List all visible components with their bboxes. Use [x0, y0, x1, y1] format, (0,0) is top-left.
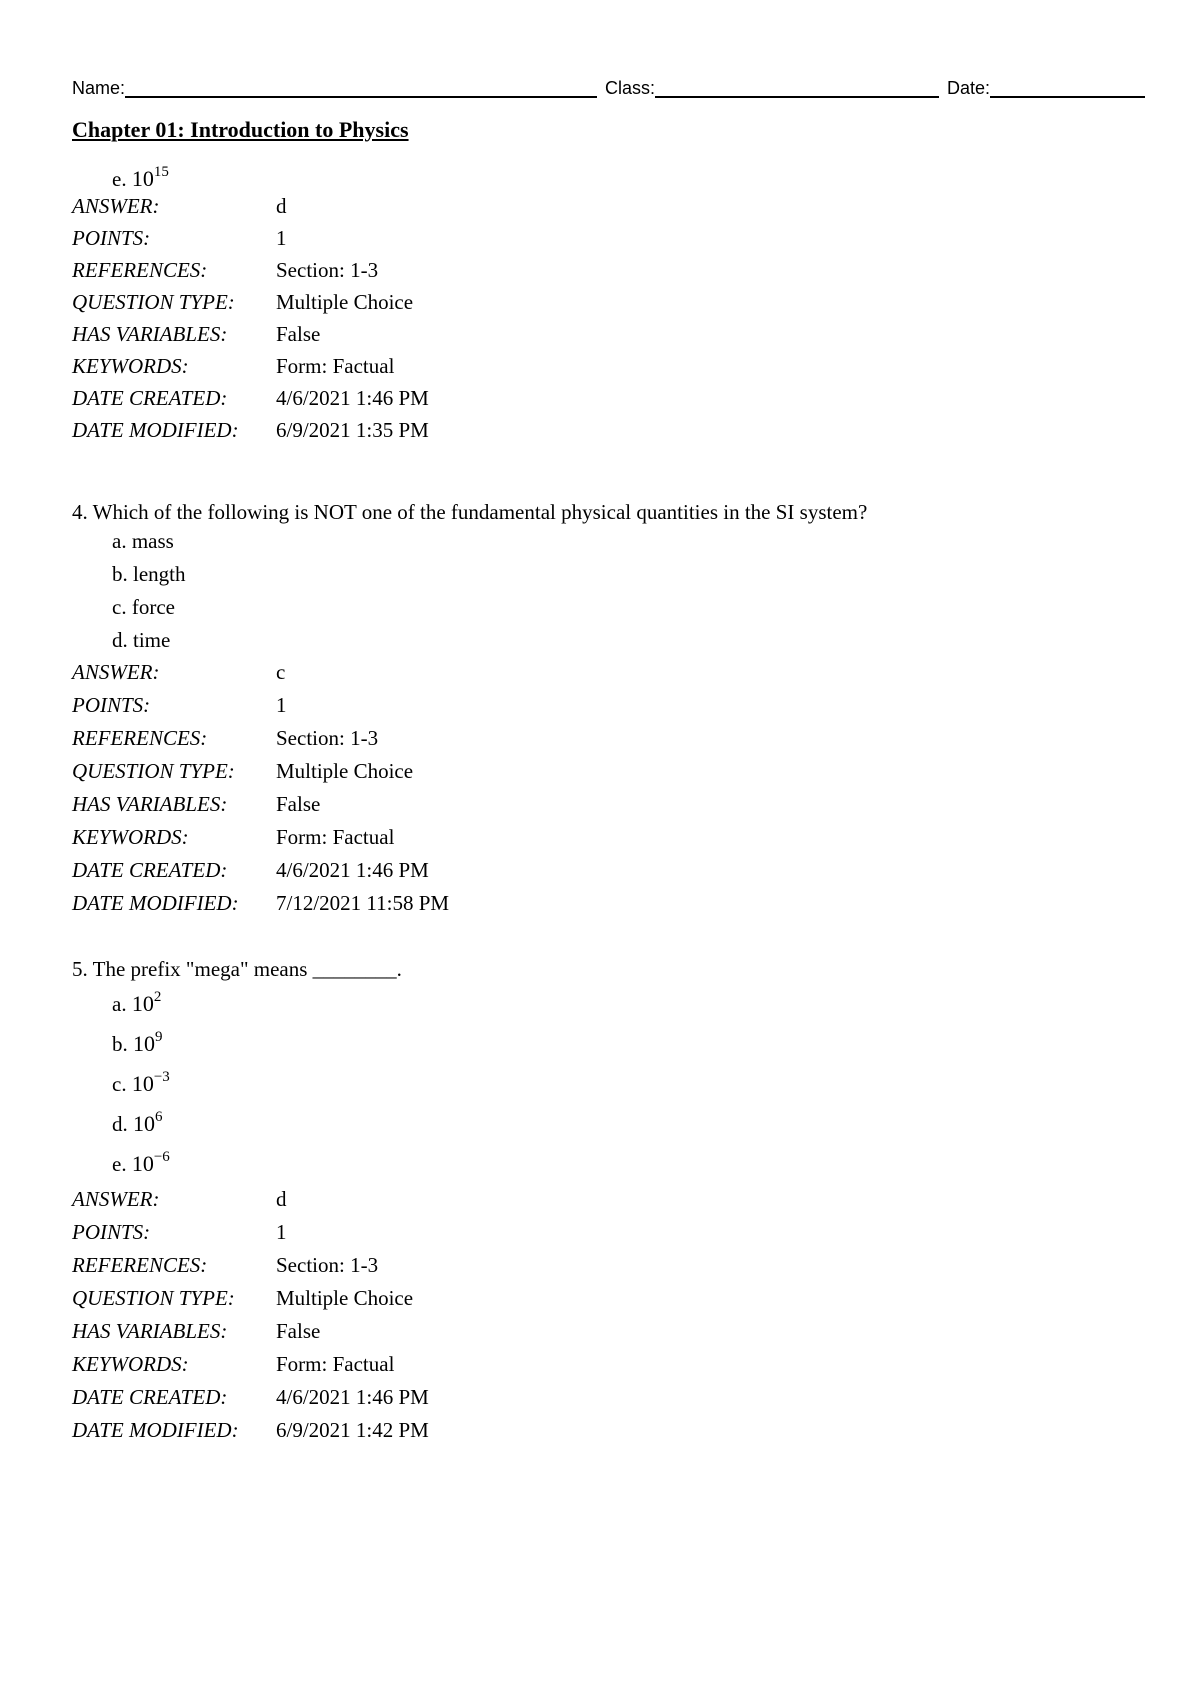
- meta-points: POINTS: 1: [72, 693, 287, 717]
- option-a: a. $10^2$: [112, 989, 162, 1016]
- option-power: $10^{15}$: [131, 164, 169, 191]
- meta-date-modified: DATE MODIFIED: 6/9/2021 1:42 PM: [72, 1418, 429, 1442]
- meta-answer: ANSWER: d: [72, 194, 287, 218]
- meta-question-type: QUESTION TYPE: Multiple Choice: [72, 1286, 414, 1310]
- option-c: c. $10^{-3}$: [112, 1069, 170, 1096]
- meta-has-variables: HAS VARIABLES: False: [72, 792, 321, 816]
- meta-has-variables: HAS VARIABLES: False: [72, 1319, 321, 1343]
- meta-references: REFERENCES: Section: 1-3: [72, 1253, 379, 1277]
- name-label: Name:: [72, 78, 126, 98]
- meta-answer: ANSWER: c: [72, 660, 286, 684]
- meta-date-created: DATE CREATED: 4/6/2021 1:46 PM: [72, 858, 429, 882]
- option-b: b. length: [112, 562, 186, 586]
- option-letter: e.: [112, 167, 127, 191]
- option-c: c. force: [112, 595, 175, 619]
- date-blank-line: [990, 78, 1145, 98]
- class-label: Class:: [605, 78, 656, 98]
- option-d: d. time: [112, 628, 171, 652]
- chapter-title: Chapter 01: Introduction to Physics: [72, 117, 409, 142]
- meta-keywords: KEYWORDS: Form: Factual: [72, 1352, 395, 1376]
- meta-points: POINTS: 1: [72, 1220, 287, 1244]
- meta-date-created: DATE CREATED: 4/6/2021 1:46 PM: [72, 1385, 429, 1409]
- meta-question-type: QUESTION TYPE: Multiple Choice: [72, 759, 414, 783]
- name-blank-line: [125, 78, 597, 98]
- option-a: a. mass: [112, 529, 174, 553]
- question-text: 5. The prefix "mega" means ________.: [72, 957, 402, 981]
- meta-date-modified: DATE MODIFIED: 6/9/2021 1:35 PM: [72, 418, 429, 442]
- question-text: 4. Which of the following is NOT one of the fundamental physical quantities in the SI system?: [72, 500, 868, 524]
- meta-date-modified: DATE MODIFIED: 7/12/2021 11:58 PM: [72, 891, 450, 915]
- option-e: e. $10^{-6}$: [112, 1149, 170, 1176]
- meta-question-type: QUESTION TYPE: Multiple Choice: [72, 290, 414, 314]
- option-d: d. $10^6$: [112, 1109, 163, 1136]
- meta-references: REFERENCES: Section: 1-3: [72, 258, 379, 282]
- class-blank-line: [655, 78, 939, 98]
- meta-keywords: KEYWORDS: Form: Factual: [72, 825, 395, 849]
- date-label: Date:: [947, 78, 991, 98]
- meta-points: POINTS: 1: [72, 226, 287, 250]
- meta-references: REFERENCES: Section: 1-3: [72, 726, 379, 750]
- meta-has-variables: HAS VARIABLES: False: [72, 322, 321, 346]
- meta-date-created: DATE CREATED: 4/6/2021 1:46 PM: [72, 386, 429, 410]
- meta-answer: ANSWER: d: [72, 1187, 287, 1211]
- student-info-header: [72, 72, 1162, 98]
- meta-keywords: KEYWORDS: Form: Factual: [72, 354, 395, 378]
- option-e: [112, 166, 169, 192]
- option-b: b. $10^9$: [112, 1029, 163, 1056]
